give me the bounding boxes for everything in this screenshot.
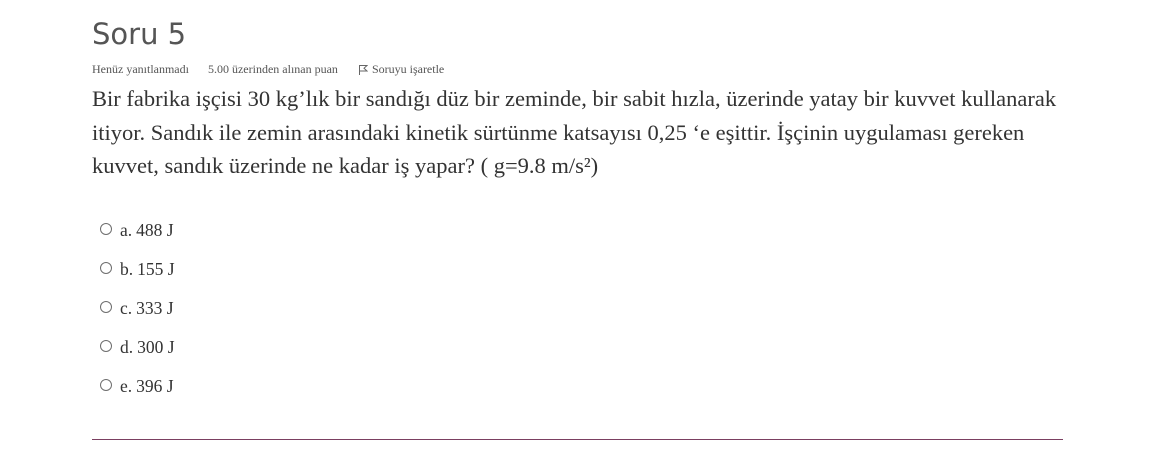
question-container <box>92 0 1063 449</box>
answer-option-e[interactable] <box>92 367 692 406</box>
question-status: Henüz yanıtlanmadı <box>92 61 189 76</box>
question-divider <box>92 439 1063 440</box>
answer-option-c[interactable] <box>92 289 692 328</box>
radio-b[interactable] <box>100 262 112 274</box>
flag-icon <box>358 64 368 75</box>
answer-text-b: 155 J <box>137 259 175 279</box>
answer-option-d[interactable] <box>92 328 692 367</box>
answer-list <box>92 211 692 406</box>
radio-c[interactable] <box>100 301 112 313</box>
question-info <box>92 61 444 77</box>
answer-letter-e: e. <box>120 376 133 396</box>
answer-option-b[interactable] <box>92 250 692 289</box>
answer-letter-a: a. <box>120 220 133 240</box>
answer-letter-d: d. <box>120 337 134 357</box>
answer-text-a: 488 J <box>136 220 174 240</box>
flag-question-label: Soruyu işaretle <box>371 61 445 76</box>
answer-label-c[interactable] <box>120 298 174 319</box>
radio-d[interactable] <box>100 340 112 352</box>
answer-text-d: 300 J <box>137 337 175 357</box>
radio-a[interactable] <box>100 223 112 235</box>
answer-label-d[interactable] <box>120 337 175 358</box>
answer-letter-c: c. <box>120 298 133 318</box>
question-text: Bir fabrika işçisi 30 kg’lık bir sandığı düz bir zeminde, bir sabit hızla, üzerinde yatay bir kuvvet kullanarak itiyor. Sandık ile zemin arasındaki kinetik sürtünme katsayısı 0,25 ‘e eşittir. İşçinin uygulaması gereken kuvvet, sandık üzerinde ne kadar iş yapar? ( g=9.8 m/s²) <box>92 86 1057 178</box>
question-grade: 5.00 üzerinden alınan puan <box>207 61 338 76</box>
flag-question-link[interactable] <box>358 62 444 77</box>
answer-label-e[interactable] <box>120 376 174 397</box>
answer-text-c: 333 J <box>136 298 174 318</box>
question-title: Soru 5 <box>92 17 187 51</box>
radio-e[interactable] <box>100 379 112 391</box>
answer-text-e: 396 J <box>136 376 174 396</box>
answer-option-a[interactable] <box>92 211 692 250</box>
answer-letter-b: b. <box>120 259 134 279</box>
answer-label-b[interactable] <box>120 259 175 280</box>
answer-label-a[interactable] <box>120 220 174 241</box>
